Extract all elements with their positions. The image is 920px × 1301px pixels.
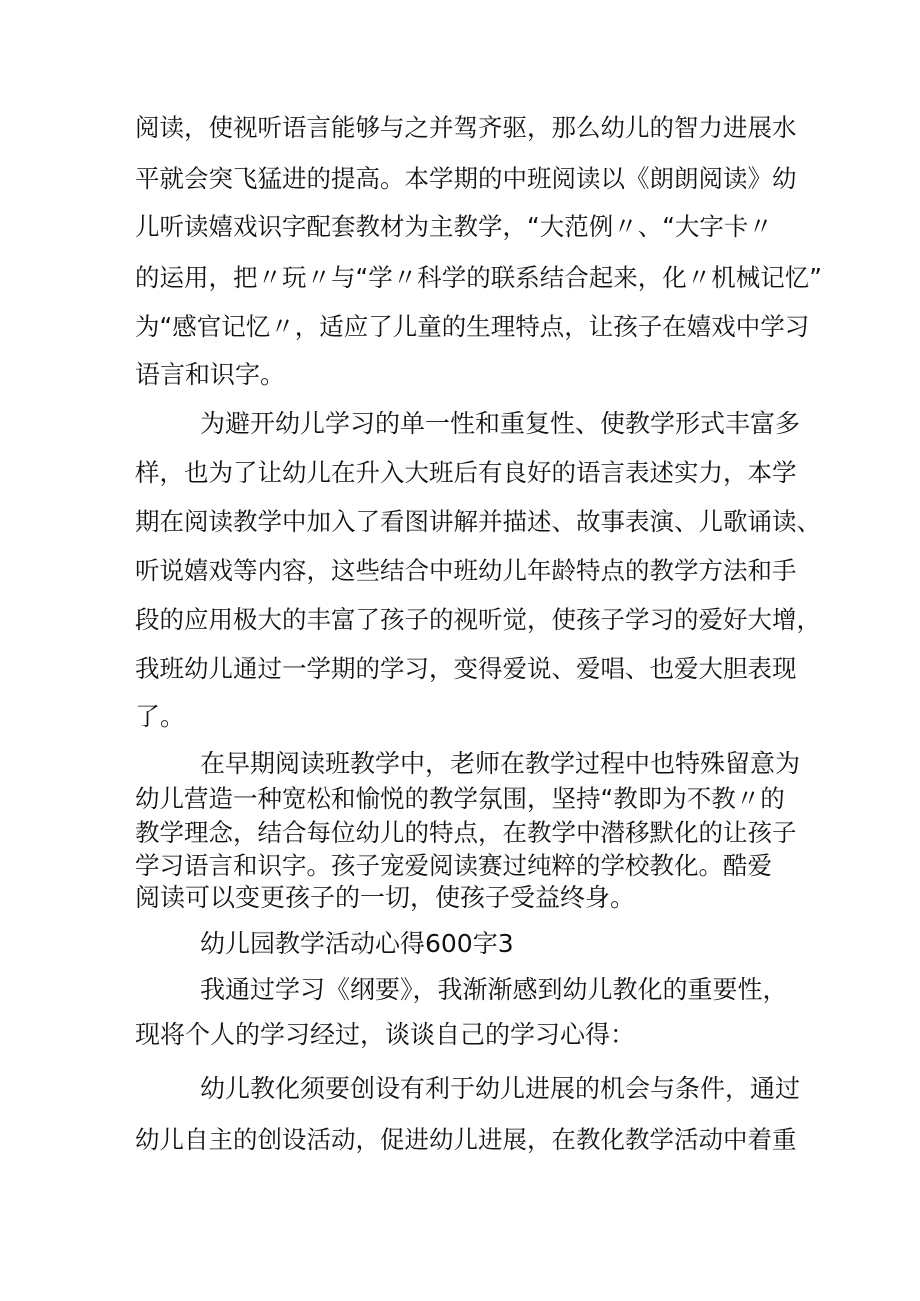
paragraph-line: 的运用，把〃玩〃与“学〃科学的联系结合起来，化〃机械记忆” xyxy=(135,263,822,292)
paragraph-line: 学习语言和识字。孩子宠爱阅读赛过纯粹的学校教化。酷爱 xyxy=(135,851,772,880)
paragraph-line: 幼儿自主的创设活动，促进幼儿进展，在教化教学活动中着重 xyxy=(135,1125,797,1154)
paragraph-line: 阅读可以变更孩子的一切，使孩子受益终身。 xyxy=(135,883,636,912)
paragraph-line: 期在阅读教学中加入了看图讲解并描述、故事表演、儿歌诵读、 xyxy=(135,507,821,536)
paragraph-line: 我班幼儿通过一学期的学习，变得爱说、爱唱、也爱大胆表现 xyxy=(135,654,797,683)
paragraph-line: 我通过学习《纲要》，我渐渐感到幼儿教化的重要性， xyxy=(200,975,788,1004)
paragraph-line: 阅读，使视听语言能够与之并驾齐驱，那么幼儿的智力进展水 xyxy=(135,113,797,142)
paragraph-line: 平就会突飞猛进的提高。本学期的中班阅读以《朗朗阅读》幼 xyxy=(135,164,797,193)
section-heading: 幼儿园教学活动心得600字3 xyxy=(200,929,514,958)
paragraph-line: 听说嬉戏等内容，这些结合中班幼儿年龄特点的教学方法和手 xyxy=(135,556,797,585)
paragraph-line: 幼儿教化须要创设有利于幼儿进展的机会与条件，通过 xyxy=(200,1074,801,1103)
paragraph-line: 为避开幼儿学习的单一性和重复性、使教学形式丰富多 xyxy=(200,409,801,438)
paragraph-line: 样，也为了让幼儿在升入大班后有良好的语言表述实力，本学 xyxy=(135,458,797,487)
paragraph-line: 教学理念，结合每位幼儿的特点，在教学中潜移默化的让孩子 xyxy=(135,818,797,847)
paragraph-line: 为“感官记忆〃，适应了儿童的生理特点，让孩子在嬉戏中学习 xyxy=(135,312,810,341)
paragraph-line: 儿听读嬉戏识字配套教材为主教学，“大范例〃、“大字卡〃 xyxy=(135,212,773,241)
paragraph-line: 现将个人的学习经过，谈谈自己的学习心得： xyxy=(135,1020,636,1049)
paragraph-line: 段的应用极大的丰富了孩子的视听觉，使孩子学习的爱好大增， xyxy=(135,605,821,634)
paragraph-line: 在早期阅读班教学中，老师在教学过程中也特殊留意为 xyxy=(200,749,801,778)
paragraph-line: 了。 xyxy=(135,702,186,731)
paragraph-line: 幼儿营造一种宽松和愉悦的教学氛围，坚持“教即为不教〃的 xyxy=(135,784,785,813)
paragraph-line: 语言和识字。 xyxy=(135,360,286,389)
